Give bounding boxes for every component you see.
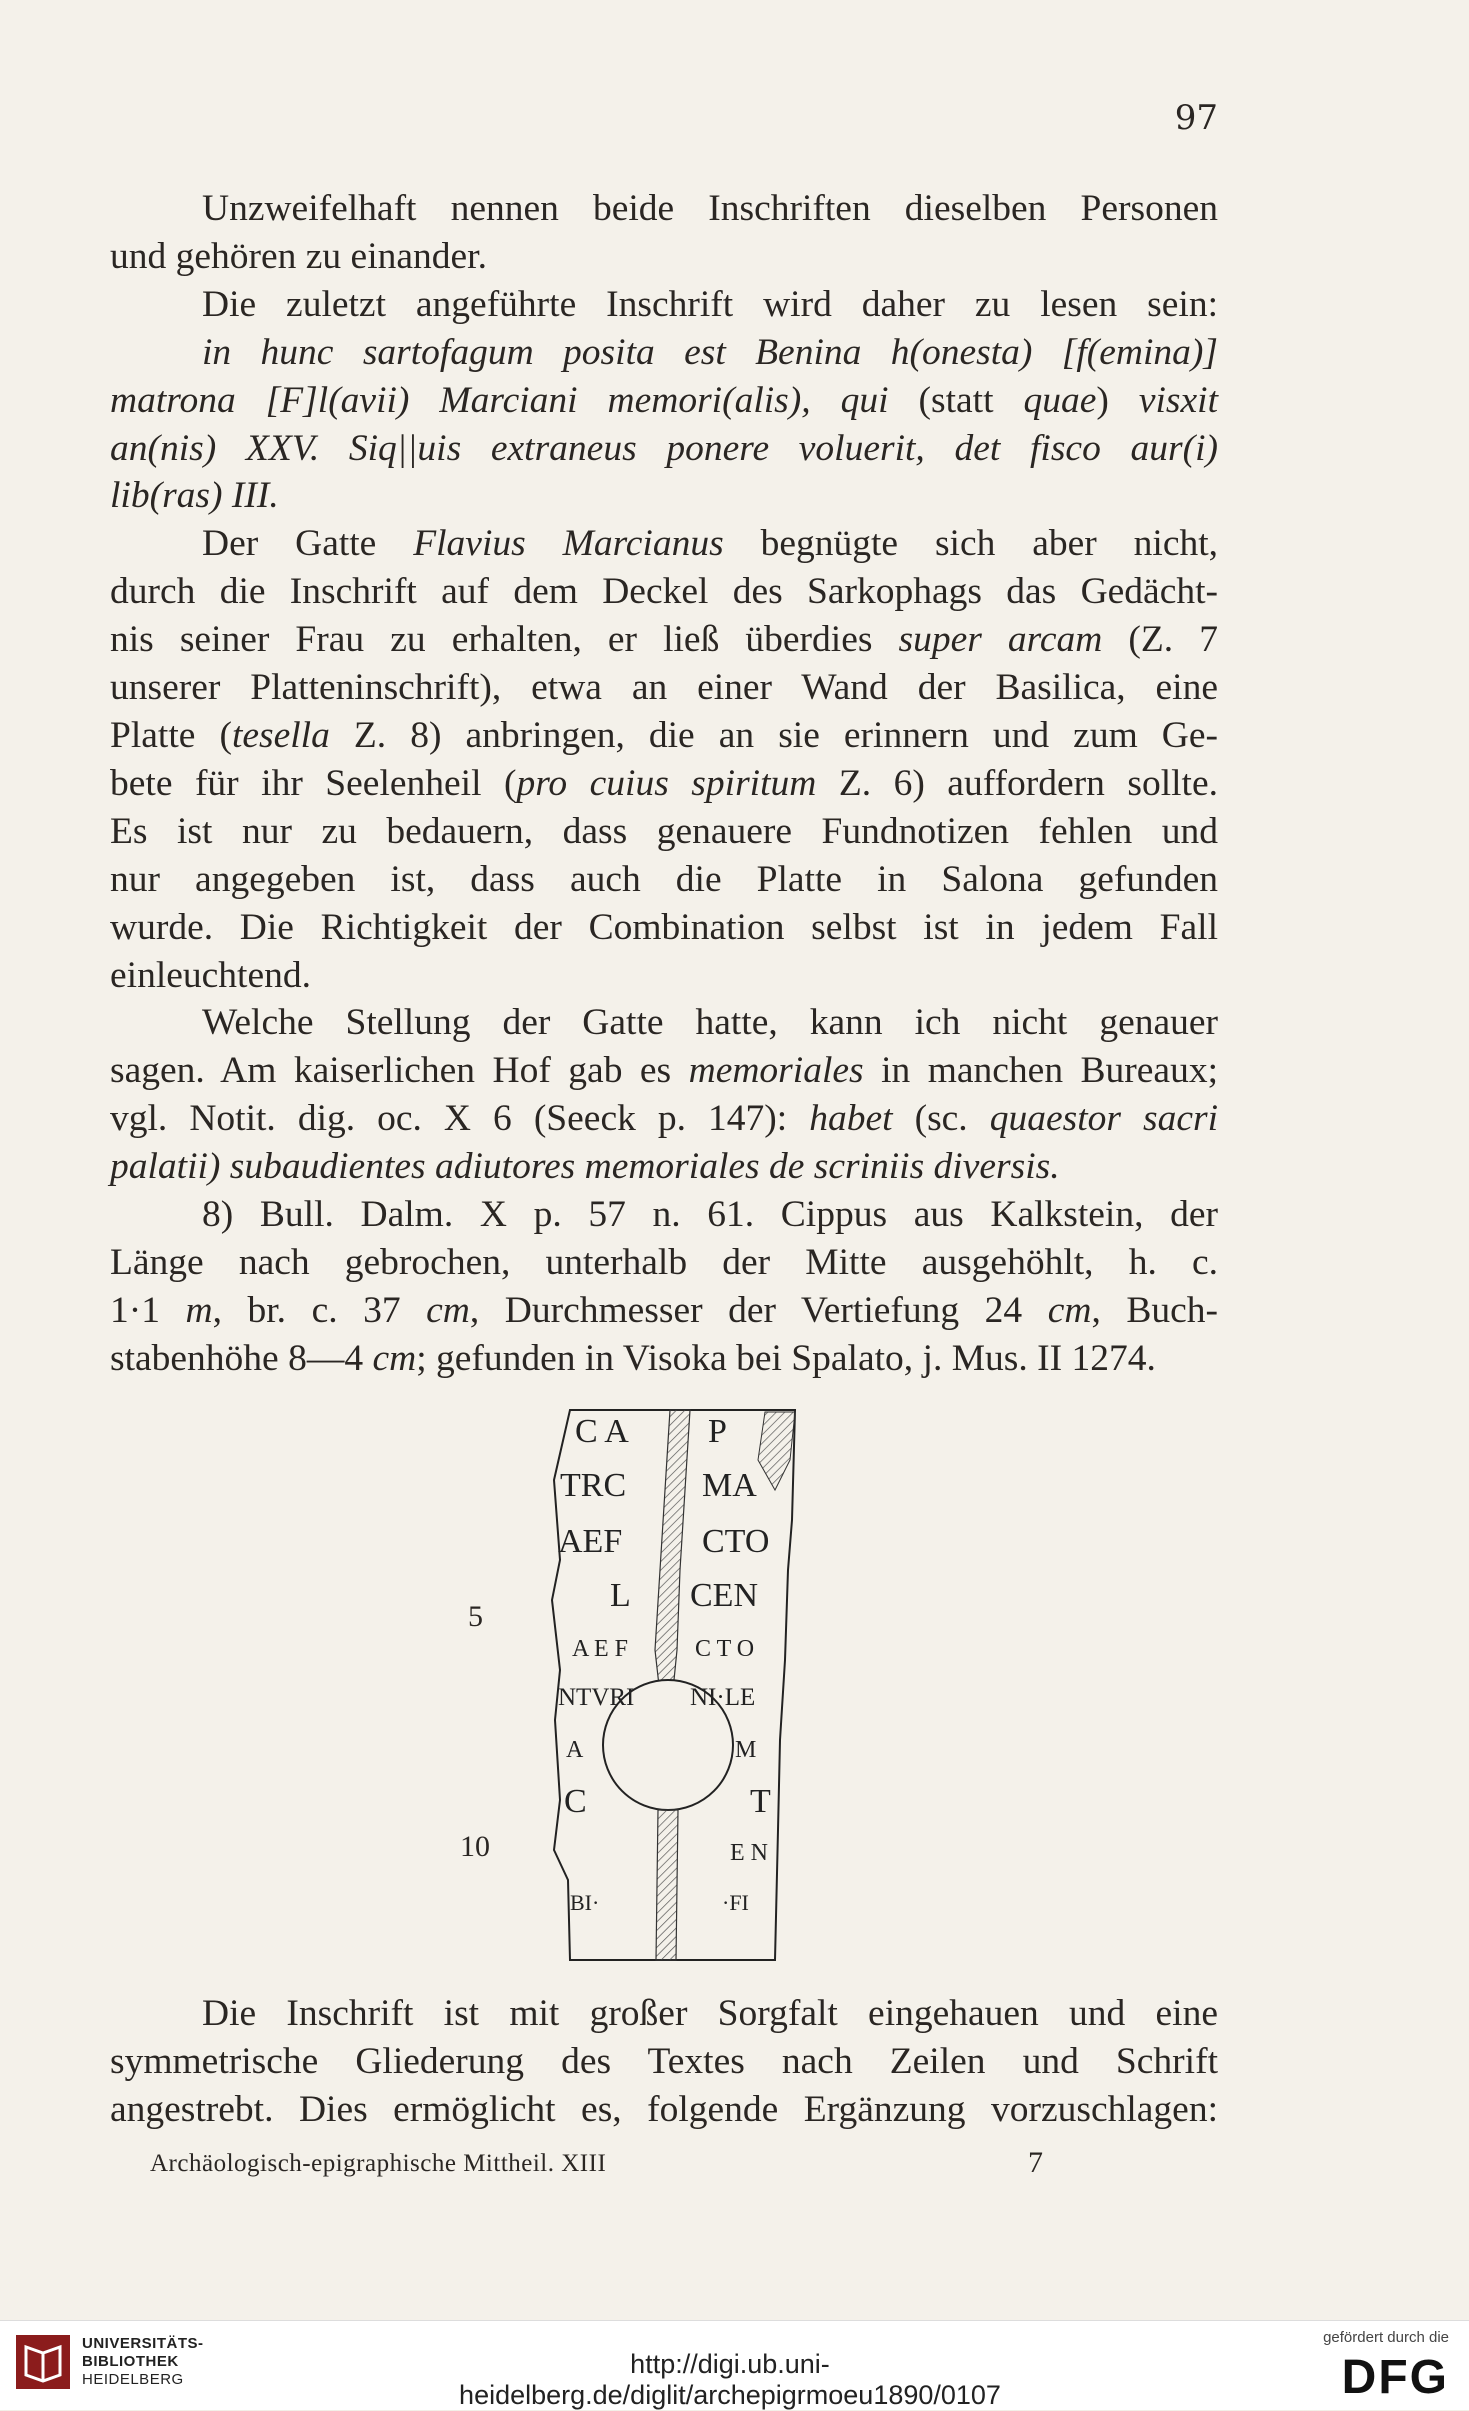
paragraph-line: einleuchtend. bbox=[110, 954, 311, 996]
paragraph-line: vgl. Notit. dig. oc. X 6 (Seeck p. 147): habet (sc. quaestor sacri bbox=[110, 1098, 1218, 1140]
inscription-row: CEN bbox=[690, 1577, 758, 1614]
inscription-row: E N bbox=[730, 1840, 768, 1866]
paragraph-line: durch die Inschrift auf dem Deckel des Sarkophags das Gedächt- bbox=[110, 571, 1218, 613]
paragraph-line: bete für ihr Seelenheil (pro cuius spiritum Z. 6) auffordern sollte. bbox=[110, 762, 1218, 804]
inscription-line-number: 5 bbox=[468, 1600, 483, 1633]
inscription-row: C T O bbox=[695, 1636, 755, 1662]
journal-footer: Archäologisch-epigraphische Mittheil. XIII bbox=[150, 2150, 607, 2177]
paragraph-line: wurde. Die Richtigkeit der Combination selbst ist in jedem Fall bbox=[110, 906, 1218, 948]
inscription-row: A E F bbox=[572, 1636, 629, 1662]
paragraph-line: nur angegeben ist, dass auch die Platte in Salona gefunden bbox=[110, 858, 1218, 900]
paragraph-line: Der Gatte Flavius Marcianus begnügte sich aber nicht, bbox=[202, 523, 1219, 565]
paragraph-line: Die Inschrift ist mit großer Sorgfalt eingehauen und eine bbox=[202, 1993, 1218, 2034]
reading-line: in hunc sartofagum posita est Benina h(onesta) [f(emina)] bbox=[202, 331, 1218, 373]
paragraph-line: Es ist nur zu bedauern, dass genauere Fundnotizen fehlen und bbox=[110, 810, 1218, 852]
paragraph-line: sagen. Am kaiserlichen Hof gab es memoriales in manchen Bureaux; bbox=[110, 1050, 1218, 1092]
inscription-row: NTVRI bbox=[558, 1684, 635, 1711]
inscription-row: C bbox=[564, 1783, 587, 1820]
inscription-row: AEF bbox=[558, 1523, 623, 1560]
inscription-row: ·FI bbox=[722, 1890, 749, 1915]
lower-hatch bbox=[656, 1810, 678, 1960]
inscription-row: A bbox=[566, 1737, 584, 1763]
paragraph-line: stabenhöhe 8—4 cm; gefunden in Visoka bei Spalato, j. Mus. II 1274. bbox=[110, 1337, 1156, 1379]
page-number: 97 bbox=[1174, 98, 1218, 138]
inscription-row: CTO bbox=[702, 1523, 770, 1560]
inscription-row: MA bbox=[702, 1467, 757, 1504]
paragraph-line: angestrebt. Dies ermöglicht es, folgende Ergänzung vorzuschlagen: bbox=[110, 2088, 1218, 2130]
body-text-upper bbox=[110, 185, 1218, 1383]
paragraph-line: nis seiner Frau zu erhalten, er ließ überdies super arcam (Z. 7 bbox=[110, 619, 1218, 661]
paragraph-line: und gehören zu einander. bbox=[110, 235, 487, 277]
paragraph-line: unserer Platteninschrift), etwa an einer Wand der Basilica, eine bbox=[110, 667, 1218, 709]
corner-hatch bbox=[758, 1412, 795, 1490]
paragraph-line: Länge nach gebrochen, unterhalb der Mitte ausgehöhlt, h. c. bbox=[110, 1241, 1218, 1283]
inscription-row: NI·LE bbox=[690, 1684, 756, 1711]
paragraph-line: Unzweifelhaft nennen beide Inschriften dieselben Personen bbox=[202, 188, 1218, 229]
paragraph-line: symmetrische Gliederung des Textes nach Zeilen und Schrift bbox=[110, 2040, 1218, 2082]
inscription-row: M bbox=[735, 1737, 757, 1763]
paragraph-line: Die zuletzt angeführte Inschrift wird daher zu lesen sein: bbox=[202, 283, 1218, 325]
inscription-drawing bbox=[440, 1400, 840, 1970]
paragraph-line: 1·1 m, br. c. 37 cm, Durchmesser der Vertiefung 24 cm, Buch- bbox=[110, 1289, 1218, 1331]
reading-line: an(nis) XXV. Siq||uis extraneus ponere voluerit, det fisco aur(i) bbox=[110, 427, 1218, 469]
inscription-row: BI· bbox=[570, 1890, 600, 1915]
inscription-svg bbox=[440, 1400, 840, 1970]
paragraph-line: palatii) subaudientes adiutores memoriales de scriniis diversis. bbox=[110, 1146, 1060, 1188]
paragraph-line: Welche Stellung der Gatte hatte, kann ich nicht genauer bbox=[202, 1002, 1218, 1044]
paragraph-line: 8) Bull. Dalm. X p. 57 n. 61. Cippus aus Kalkstein, der bbox=[202, 1194, 1218, 1236]
dfg-logo: DFG bbox=[1341, 2351, 1449, 2404]
inscription-row: T bbox=[750, 1783, 771, 1820]
funding-note: gefördert durch die bbox=[1323, 2329, 1449, 2346]
inscription-row: TRC bbox=[560, 1467, 627, 1504]
inscription-row: C A bbox=[575, 1413, 629, 1450]
body-text-lower bbox=[110, 1990, 1218, 2134]
signature-mark: 7 bbox=[1028, 2146, 1043, 2179]
paragraph-line: Platte (tesella Z. 8) anbringen, die an sie erinnern und zum Ge- bbox=[110, 714, 1219, 756]
permalink-url[interactable]: http://digi.ub.uni-heidelberg.de/diglit/archepigrmoeu1890/0107 bbox=[459, 2349, 1001, 2410]
inscription-line-number: 10 bbox=[460, 1830, 490, 1863]
inscription-row: L bbox=[610, 1577, 631, 1614]
university-library-logo-icon bbox=[14, 2333, 72, 2391]
reading-line: lib(ras) III. bbox=[110, 475, 279, 517]
digitization-bar bbox=[0, 2320, 1469, 2410]
inscription-row: P bbox=[708, 1413, 727, 1450]
library-name: UNIVERSITÄTS- BIBLIOTHEK HEIDELBERG bbox=[82, 2335, 204, 2388]
reading-line: matrona [F]l(avii) Marciani memori(alis), qui (statt quae) visxit bbox=[110, 379, 1218, 421]
